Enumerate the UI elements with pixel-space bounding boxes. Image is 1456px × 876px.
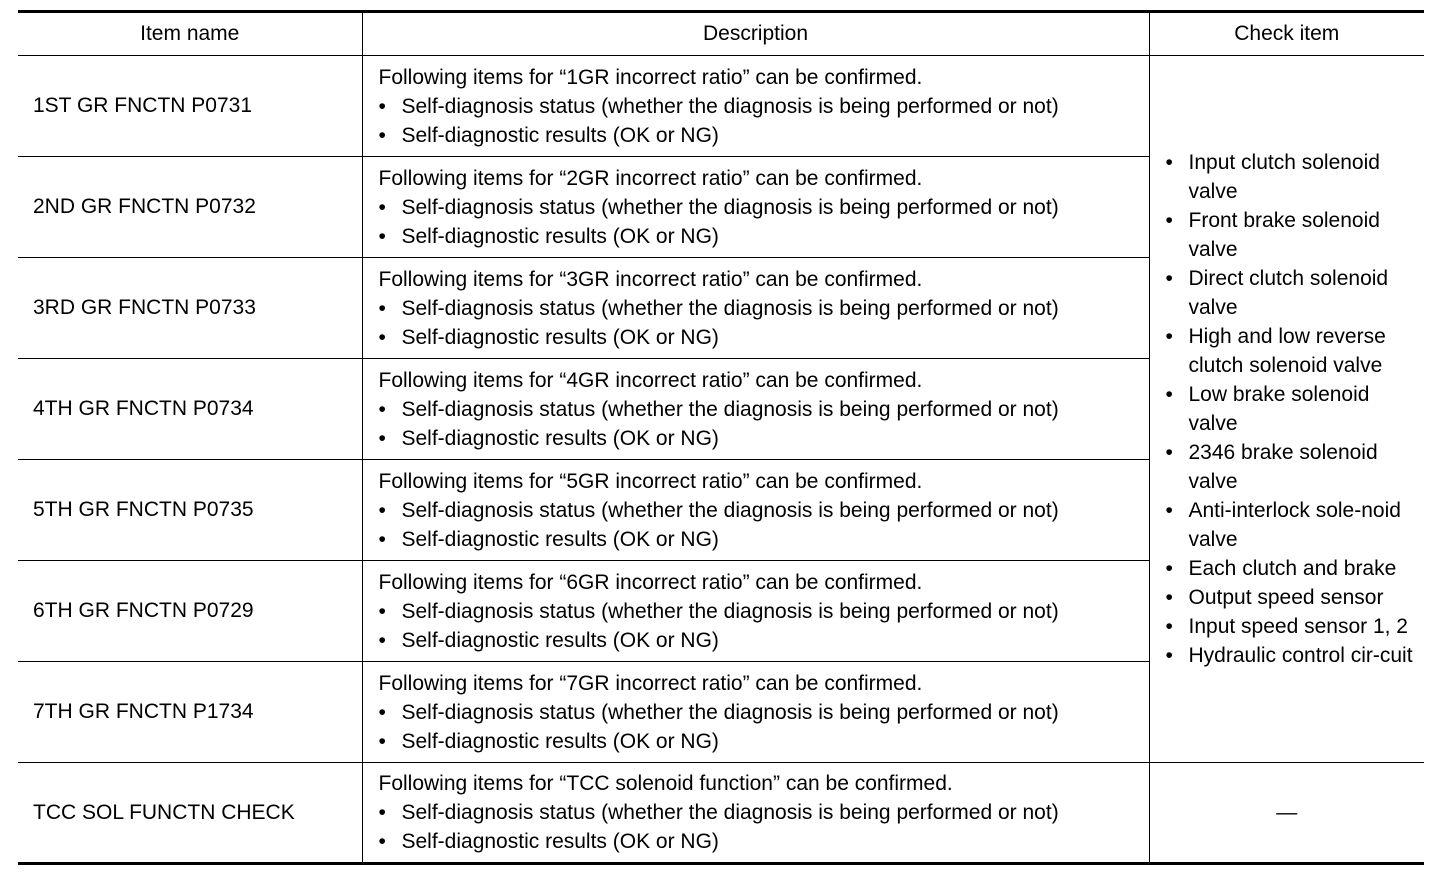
description-intro: Following items for “6GR incorrect ratio” can be confirmed. (378, 570, 923, 594)
description-cell (362, 460, 1149, 561)
description-bullet: • Self-diagnostic results (OK or NG) (379, 827, 1149, 856)
item-name: 6TH GR FNCTN P0729 (18, 561, 362, 662)
header-description: Description (362, 12, 1149, 56)
item-name: 4TH GR FNCTN P0734 (18, 359, 362, 460)
item-name: TCC SOL FUNCTN CHECK (18, 763, 362, 864)
description-bullet: • Self-diagnosis status (whether the diagnosis is being performed or not) (379, 92, 1149, 121)
description-cell (362, 359, 1149, 460)
description-intro: Following items for “2GR incorrect ratio” can be confirmed. (378, 166, 923, 190)
description-bullet: • Self-diagnostic results (OK or NG) (379, 222, 1149, 251)
item-name: 5TH GR FNCTN P0735 (18, 460, 362, 561)
diagnosis-table (18, 10, 1424, 865)
check-item: • Output speed sensor (1166, 583, 1419, 612)
description-bullet: • Self-diagnostic results (OK or NG) (379, 727, 1149, 756)
description-bullet: • Self-diagnosis status (whether the diagnosis is being performed or not) (379, 798, 1149, 827)
check-item: • High and low reverse clutch solenoid valve (1166, 322, 1419, 380)
header-check-item: Check item (1149, 12, 1424, 56)
description-bullet: • Self-diagnosis status (whether the diagnosis is being performed or not) (379, 496, 1149, 525)
description-cell (362, 258, 1149, 359)
table-row (18, 763, 1424, 864)
item-name: 2ND GR FNCTN P0732 (18, 157, 362, 258)
description-cell (362, 56, 1149, 157)
description-intro: Following items for “3GR incorrect ratio” can be confirmed. (378, 267, 923, 291)
check-item: • Input speed sensor 1, 2 (1166, 612, 1419, 641)
description-bullet: • Self-diagnostic results (OK or NG) (379, 323, 1149, 352)
check-item-list (1166, 148, 1419, 670)
header-row (18, 12, 1424, 56)
description-cell (362, 662, 1149, 763)
description-cell (362, 561, 1149, 662)
description-bullet: • Self-diagnostic results (OK or NG) (379, 424, 1149, 453)
table-row (18, 56, 1424, 157)
check-item: • Front brake solenoid valve (1166, 206, 1419, 264)
check-item: • Each clutch and brake (1166, 554, 1419, 583)
description-bullet: • Self-diagnosis status (whether the diagnosis is being performed or not) (379, 294, 1149, 323)
header-item-name: Item name (18, 12, 362, 56)
description-intro: Following items for “1GR incorrect ratio” can be confirmed. (378, 65, 923, 89)
description-bullet: • Self-diagnostic results (OK or NG) (379, 121, 1149, 150)
description-cell (362, 157, 1149, 258)
description-bullet: • Self-diagnosis status (whether the diagnosis is being performed or not) (379, 698, 1149, 727)
check-item: • Input clutch solenoid valve (1166, 148, 1419, 206)
check-item-none: — (1149, 763, 1424, 864)
description-intro: Following items for “7GR incorrect ratio” can be confirmed. (378, 671, 923, 695)
check-item-cell (1149, 56, 1424, 763)
description-bullet: • Self-diagnosis status (whether the diagnosis is being performed or not) (379, 597, 1149, 626)
description-intro: Following items for “5GR incorrect ratio” can be confirmed. (378, 469, 923, 493)
description-bullet: • Self-diagnosis status (whether the diagnosis is being performed or not) (379, 395, 1149, 424)
check-item: • Direct clutch solenoid valve (1166, 264, 1419, 322)
description-intro: Following items for “TCC solenoid function” can be confirmed. (378, 772, 953, 795)
check-item: • Anti-interlock sole-noid valve (1166, 496, 1419, 554)
description-intro: Following items for “4GR incorrect ratio” can be confirmed. (378, 368, 923, 392)
description-bullet: • Self-diagnostic results (OK or NG) (379, 626, 1149, 655)
description-bullet: • Self-diagnostic results (OK or NG) (379, 525, 1149, 554)
item-name: 7TH GR FNCTN P1734 (18, 662, 362, 763)
check-item: • Hydraulic control cir-cuit (1166, 641, 1419, 670)
check-item: • 2346 brake solenoid valve (1166, 438, 1419, 496)
description-cell (362, 763, 1149, 864)
item-name: 3RD GR FNCTN P0733 (18, 258, 362, 359)
description-bullet: • Self-diagnosis status (whether the diagnosis is being performed or not) (379, 193, 1149, 222)
check-item: • Low brake solenoid valve (1166, 380, 1419, 438)
item-name: 1ST GR FNCTN P0731 (18, 56, 362, 157)
